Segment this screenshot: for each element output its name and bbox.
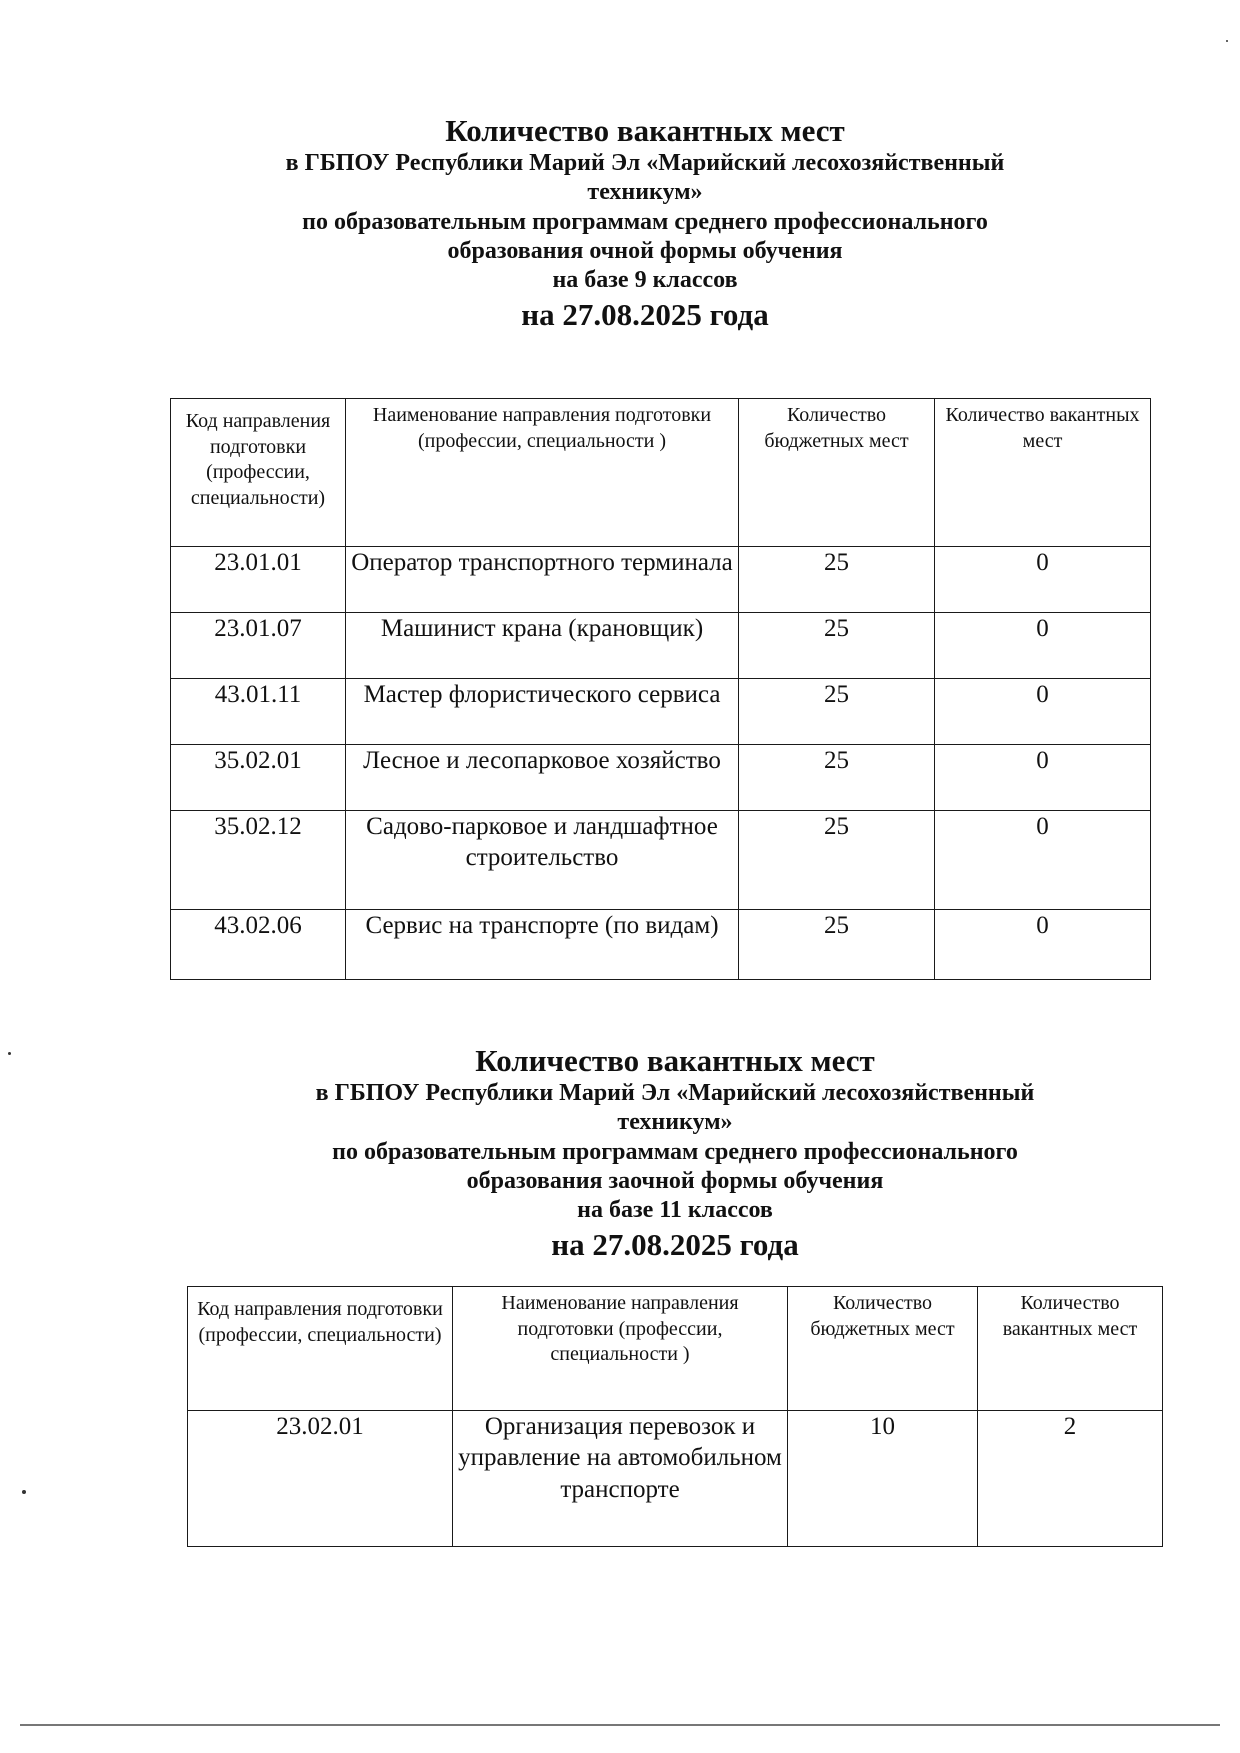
section2-base-line: на базе 11 классов bbox=[577, 1197, 773, 1224]
section2-institution-line-2: техникум» bbox=[617, 1109, 733, 1136]
section1-table bbox=[170, 398, 1151, 980]
section2-institution-line: в ГБПОУ Республики Марий Эл «Марийский лесохозяйственный bbox=[315, 1080, 1035, 1107]
cell-budget: 25 bbox=[739, 811, 935, 910]
header-vacant: Количество вакантных мест bbox=[978, 1287, 1163, 1411]
cell-code: 23.01.07 bbox=[171, 613, 346, 679]
cell-name: Организация перевозок и управление на автомобильном транспорте bbox=[453, 1411, 788, 1547]
table-row bbox=[171, 745, 1151, 811]
scan-edge-line bbox=[20, 1724, 1220, 1726]
cell-vacant: 0 bbox=[935, 547, 1151, 613]
cell-name: Садово-парковое и ландшафтное строительство bbox=[346, 811, 739, 910]
cell-budget: 25 bbox=[739, 547, 935, 613]
header-code: Код направления подготовки (профессии, специальности) bbox=[171, 399, 346, 547]
section2-title: Количество вакантных мест bbox=[475, 1043, 875, 1078]
cell-code: 43.01.11 bbox=[171, 679, 346, 745]
header-name: Наименование направления подготовки (профессии, специальности ) bbox=[346, 399, 739, 547]
cell-vacant: 2 bbox=[978, 1411, 1163, 1547]
section2-program-line: по образовательным программам среднего профессионального bbox=[332, 1138, 1018, 1165]
cell-budget: 25 bbox=[739, 745, 935, 811]
cell-name: Лесное и лесопарковое хозяйство bbox=[346, 745, 739, 811]
cell-budget: 25 bbox=[739, 679, 935, 745]
cell-vacant: 0 bbox=[935, 910, 1151, 980]
table-row bbox=[171, 679, 1151, 745]
cell-name: Сервис на транспорте (по видам) bbox=[346, 910, 739, 980]
section1-institution-line-2: техникум» bbox=[587, 179, 703, 206]
cell-code: 43.02.06 bbox=[171, 910, 346, 980]
table-row bbox=[188, 1411, 1163, 1547]
section2-table bbox=[187, 1286, 1163, 1547]
cell-vacant: 0 bbox=[935, 613, 1151, 679]
table-header-row bbox=[188, 1287, 1163, 1411]
cell-code: 35.02.12 bbox=[171, 811, 346, 910]
cell-budget: 25 bbox=[739, 910, 935, 980]
scan-speck bbox=[22, 1490, 26, 1494]
cell-code: 23.02.01 bbox=[188, 1411, 453, 1547]
cell-budget: 25 bbox=[739, 613, 935, 679]
section1-heading bbox=[150, 112, 1140, 334]
scan-speck bbox=[1226, 40, 1228, 42]
section2-heading bbox=[180, 1042, 1170, 1264]
cell-vacant: 0 bbox=[935, 745, 1151, 811]
cell-vacant: 0 bbox=[935, 679, 1151, 745]
table-row bbox=[171, 811, 1151, 910]
cell-name: Оператор транспортного терминала bbox=[346, 547, 739, 613]
section2-date: на 27.08.2025 года bbox=[551, 1226, 799, 1262]
section2-form-line: образования заочной формы обучения bbox=[466, 1167, 884, 1194]
section1-base-line: на базе 9 классов bbox=[552, 267, 738, 294]
table-row bbox=[171, 547, 1151, 613]
section1-program-line: по образовательным программам среднего профессионального bbox=[302, 208, 988, 235]
cell-code: 35.02.01 bbox=[171, 745, 346, 811]
table-row bbox=[171, 910, 1151, 980]
scan-speck bbox=[8, 1052, 11, 1055]
cell-vacant: 0 bbox=[935, 811, 1151, 910]
section1-title: Количество вакантных мест bbox=[445, 113, 845, 148]
header-vacant: Количество вакантных мест bbox=[935, 399, 1151, 547]
cell-name: Мастер флористического сервиса bbox=[346, 679, 739, 745]
header-code: Код направления подготовки (профессии, специальности) bbox=[188, 1287, 453, 1411]
section1-date: на 27.08.2025 года bbox=[521, 296, 769, 332]
header-budget: Количество бюджетных мест bbox=[788, 1287, 978, 1411]
table-row bbox=[171, 613, 1151, 679]
cell-code: 23.01.01 bbox=[171, 547, 346, 613]
table-header-row bbox=[171, 399, 1151, 547]
cell-name: Машинист крана (крановщик) bbox=[346, 613, 739, 679]
section1-form-line: образования очной формы обучения bbox=[447, 237, 843, 264]
header-budget: Количество бюджетных мест bbox=[739, 399, 935, 547]
section1-institution-line: в ГБПОУ Республики Марий Эл «Марийский лесохозяйственный bbox=[285, 150, 1005, 177]
header-name: Наименование направления подготовки (профессии, специальности ) bbox=[453, 1287, 788, 1411]
cell-budget: 10 bbox=[788, 1411, 978, 1547]
